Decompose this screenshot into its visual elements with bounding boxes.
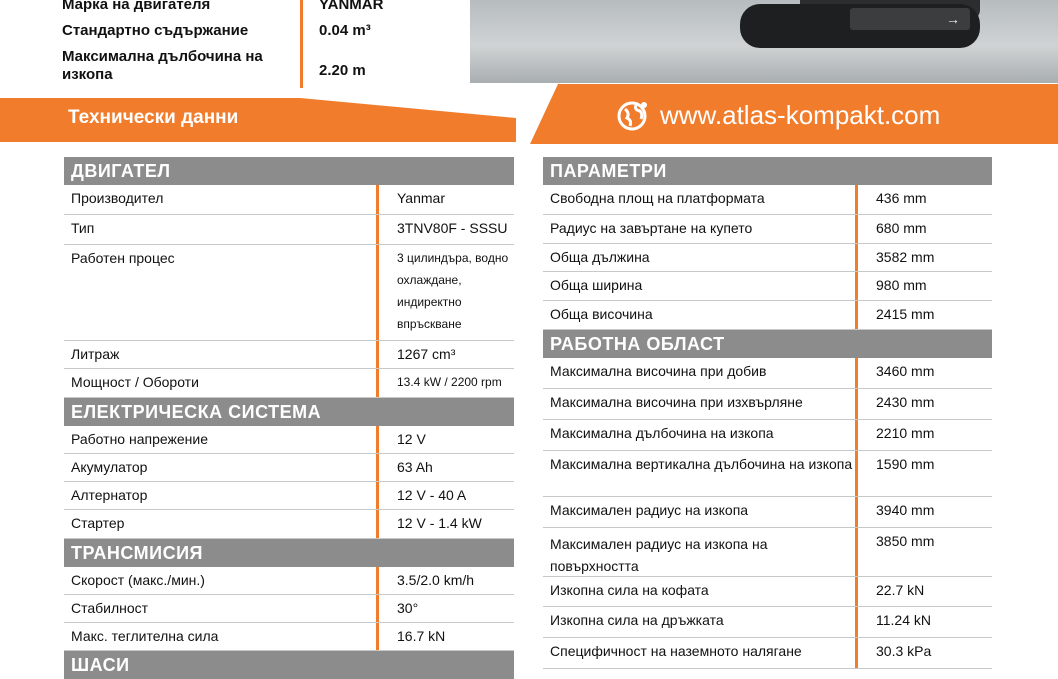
spec-value: 12 V - 1.4 kW xyxy=(376,510,514,538)
excavator-photo xyxy=(470,0,1058,83)
spec-value: 30° xyxy=(376,595,514,622)
table-row xyxy=(543,528,992,577)
table-row xyxy=(543,497,992,528)
top-spec-row xyxy=(62,44,482,88)
website-link[interactable]: www.atlas-kompakt.com xyxy=(660,100,941,130)
spec-key: Радиус на завъртане на купето xyxy=(550,220,753,236)
globe-icon xyxy=(616,99,650,133)
section-header-chassis: ШАСИ xyxy=(64,651,514,679)
spec-key: Обща дължина xyxy=(550,249,650,265)
table-row xyxy=(543,638,992,669)
spec-key: Максимална височина при изхвърляне xyxy=(550,394,803,410)
section-header-transmission: ТРАНСМИСИЯ xyxy=(64,539,514,567)
spec-value: 11.24 kN xyxy=(855,607,992,637)
spec-key: Максимален радиус на изкопа xyxy=(550,502,749,518)
spec-value: 2415 mm xyxy=(855,301,992,329)
top-spec-label: Максимална дълбочина на изкопа xyxy=(62,48,263,83)
spec-value: 980 mm xyxy=(855,272,992,300)
table-row xyxy=(543,607,992,638)
table-row xyxy=(543,272,992,301)
spec-key: Максимална вертикална дълбочина на изкопа xyxy=(550,456,853,472)
table-row xyxy=(64,185,514,215)
table-row xyxy=(543,215,992,244)
table-row xyxy=(543,358,992,389)
spec-key: Обща ширина xyxy=(550,277,643,293)
spec-key: Изкопна сила на кофата xyxy=(550,582,709,598)
spec-value: 3.5/2.0 km/h xyxy=(376,567,514,594)
spec-value: 63 Ah xyxy=(376,454,514,481)
spec-key: Алтернатор xyxy=(71,487,148,503)
table-row xyxy=(64,341,514,369)
spec-key: Стартер xyxy=(71,515,125,531)
table-row xyxy=(64,245,514,341)
spec-key: Максимална дълбочина на изкопа xyxy=(550,425,774,441)
spec-key: Свободна площ на платформата xyxy=(550,190,765,206)
table-row xyxy=(543,185,992,215)
table-row xyxy=(543,389,992,420)
spec-value: 16.7 kN xyxy=(376,623,514,650)
spec-value: 12 V - 40 A xyxy=(376,482,514,509)
spec-key: Скорост (макс./мин.) xyxy=(71,572,205,588)
section-header-params: ПАРАМЕТРИ xyxy=(543,157,992,185)
table-row xyxy=(64,510,514,539)
top-spec-value: 0.04 m³ xyxy=(300,18,371,44)
table-row xyxy=(543,451,992,497)
top-spec-label: Марка на двигателя xyxy=(62,0,211,13)
table-row xyxy=(543,420,992,451)
top-spec-row xyxy=(62,18,482,44)
spec-value: 3TNV80F - SSSU xyxy=(376,215,514,244)
spec-key: Специфичност на наземното налягане xyxy=(550,643,802,659)
spec-key: Максимална височина при добив xyxy=(550,363,767,379)
spec-value: 436 mm xyxy=(855,185,992,214)
section-header-engine: ДВИГАТЕЛ xyxy=(64,157,514,185)
top-specs xyxy=(62,0,482,88)
spec-value: Yanmar xyxy=(376,185,514,214)
spec-key: Работен процес xyxy=(71,250,175,266)
section-header-electrical: ЕЛЕКТРИЧЕСКА СИСТЕМА xyxy=(64,398,514,426)
table-row xyxy=(64,567,514,595)
table-row xyxy=(64,595,514,623)
spec-key: Макс. теглителна сила xyxy=(71,628,219,644)
table-row xyxy=(543,577,992,607)
top-spec-value: YANMAR xyxy=(300,0,383,18)
table-row xyxy=(543,244,992,272)
spec-value: 3850 mm xyxy=(855,528,992,576)
spec-value: 1590 mm xyxy=(855,451,992,496)
spec-value: 3 цилиндъра, водно охлаждане, индиректно впръскване xyxy=(376,245,514,340)
spec-value: 3940 mm xyxy=(855,497,992,527)
arrow-icon: → xyxy=(946,11,960,27)
table-row xyxy=(64,623,514,651)
table-row xyxy=(64,454,514,482)
spec-value: 13.4 kW / 2200 rpm xyxy=(376,369,514,397)
spec-value: 680 mm xyxy=(855,215,992,243)
top-spec-value: 2.20 m xyxy=(300,44,366,88)
spec-value: 2210 mm xyxy=(855,420,992,450)
spec-value: 22.7 kN xyxy=(855,577,992,606)
spec-key: Работно напрежение xyxy=(71,431,208,447)
spec-key: Изкопна сила на дръжката xyxy=(550,612,724,628)
right-spec-column xyxy=(543,157,992,669)
spec-value: 3460 mm xyxy=(855,358,992,388)
spec-key: Литраж xyxy=(71,346,120,362)
section-title: Технически данни xyxy=(68,107,239,128)
table-row xyxy=(64,426,514,454)
spec-key: Тип xyxy=(71,220,95,236)
left-spec-column xyxy=(64,157,514,679)
spec-key: Стабилност xyxy=(71,600,149,616)
spec-key: Акумулатор xyxy=(71,459,148,475)
section-header-work-area: РАБОТНА ОБЛАСТ xyxy=(543,330,992,358)
spec-key: Обща височина xyxy=(550,306,653,322)
spec-key: Мощност / Обороти xyxy=(71,374,199,390)
table-row xyxy=(64,482,514,510)
top-spec-row xyxy=(62,0,482,18)
track-plate xyxy=(850,8,970,30)
spec-key: Максимален радиус на изкопа на повърхността xyxy=(550,536,768,574)
spec-value: 1267 cm³ xyxy=(376,341,514,368)
spec-value: 3582 mm xyxy=(855,244,992,271)
top-spec-label: Стандартно съдържание xyxy=(62,22,249,39)
table-row xyxy=(543,301,992,330)
spec-value: 30.3 kPa xyxy=(855,638,992,668)
table-row xyxy=(64,369,514,398)
table-row xyxy=(64,215,514,245)
spec-key: Производител xyxy=(71,190,164,206)
spec-value: 2430 mm xyxy=(855,389,992,419)
spec-value: 12 V xyxy=(376,426,514,453)
